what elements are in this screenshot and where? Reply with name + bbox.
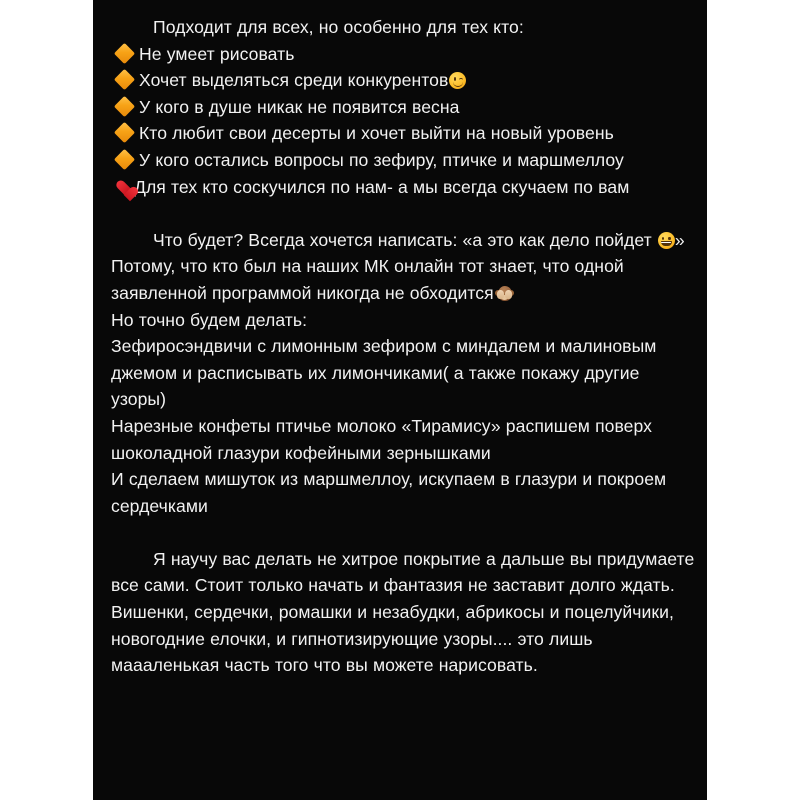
orange-diamond-icon <box>114 122 135 143</box>
bullet-item-2 <box>111 67 699 94</box>
section2-line-4: И сделаем мишуток из маршмеллоу, искупаем в глазури и покроем сердечками <box>111 469 667 516</box>
bullet-item-4 <box>111 120 699 147</box>
red-heart-icon <box>115 180 132 196</box>
intro-line: Подходит для всех, но особенно для тех кто: <box>153 17 524 37</box>
orange-diamond-icon <box>114 69 135 90</box>
section2-line-2: Зефиросэндвичи с лимонным зефиром с миндалем и малиновым джемом и расписывать их лимончиками( а также покажу другие узоры) <box>111 336 657 410</box>
orange-diamond-icon <box>114 42 135 63</box>
see-no-evil-monkey-icon <box>496 286 514 302</box>
winking-face-icon <box>449 72 466 89</box>
bullet-item-6-label: Для тех кто соскучился по нам- а мы всегда скучаем по вам <box>134 176 630 197</box>
section2-lead-part2: » Потому, что кто был на наших МК онлайн тот знает, что одной заявленной программой никогда не обходится <box>111 229 685 303</box>
section3-paragraph: Я научу вас делать не хитрое покрытие а дальше вы придумаете все сами. Стоит только начать и фантазия не заставит долго ждать. Вишенки, сердечки, ромашки и незабудки, абрикосы и поцелуйчики, новогодние елочки, и гипнотизирующие узоры.... это лишь маааленькая часть того что вы можете нарисовать. <box>111 548 695 676</box>
bullet-item-5-label: У кого остались вопросы по зефиру, птичке и маршмеллоу <box>139 149 624 170</box>
bullet-item-3-label: У кого в душе никак не появится весна <box>139 96 460 117</box>
bullet-item-1 <box>111 41 699 68</box>
orange-diamond-icon <box>114 149 135 170</box>
bullet-item-2-label: Хочет выделяться среди конкурентов <box>139 70 449 91</box>
bullet-item-4-label: Кто любит свои десерты и хочет выйти на новый уровень <box>139 123 614 144</box>
bullet-item-1-label: Не умеет рисовать <box>139 43 295 64</box>
section2-lead-paragraph <box>111 227 699 307</box>
paragraph-spacer <box>111 200 699 227</box>
paragraph-spacer <box>111 519 699 546</box>
bullet-item-3 <box>111 94 699 121</box>
bullet-item-6 <box>111 174 699 201</box>
bullet-item-5 <box>111 147 699 174</box>
post-card <box>93 0 707 800</box>
section2-lead-part1: Что будет? Всегда хочется написать: «а это как дело пойдет <box>153 229 657 250</box>
post-text-body <box>111 14 699 679</box>
section2-line-1: Но точно будем делать: <box>111 309 308 330</box>
orange-diamond-icon <box>114 96 135 117</box>
grinning-face-icon <box>658 232 675 249</box>
section2-line-3: Нарезные конфеты птичье молоко «Тирамису» распишем поверх шоколадной глазури кофейными зернышками <box>111 415 652 463</box>
